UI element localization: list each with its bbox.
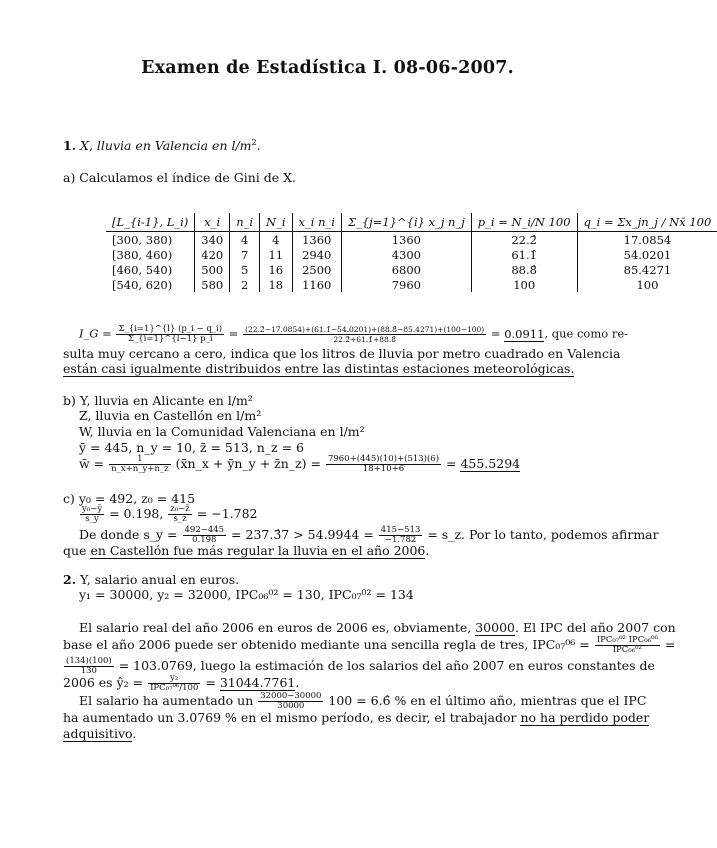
c-frac-y (80, 505, 104, 524)
table-cell: 4 (260, 232, 293, 248)
table-cell: 1360 (341, 232, 471, 248)
frac-den: 22.2̂+61.1̂+88.8̂ (333, 335, 396, 344)
q1-intro-text: X, lluvia en Valencia en l/m (80, 138, 252, 153)
b-line1: b) Y, lluvia en Alicante en l/m² (63, 393, 253, 408)
b-result: 455.5294 (460, 456, 521, 471)
table-cell: 2 (230, 277, 260, 292)
table-cell: 1160 (292, 277, 341, 292)
q2-p2-b: 100 = 6.6̂ % en el último año, mientras que el IPC (324, 693, 647, 708)
frac-num: (134)(100) (66, 656, 112, 666)
table-cell: 580 (195, 277, 230, 292)
q2-frac-growth (258, 692, 323, 711)
col-header-Ni: N_i (260, 213, 293, 232)
table-cell: 54.0201 (577, 247, 717, 262)
table-cell: 2940 (292, 247, 341, 262)
col-header-interval: [L_{i-1}, L_i) (106, 213, 195, 232)
q2-p1-line2-a: base el año 2006 puede ser obtenido mediante una sencilla regla de tres, IPC₀₇⁰⁶ = (63, 637, 594, 652)
gini-frac-general (116, 325, 224, 344)
gini-line3: están casi igualmente distribuidos entre las distintas estaciones meteorológicas. (63, 361, 575, 376)
b-line2: Z, lluvia en Castellón en l/m² (79, 408, 262, 423)
c-line2 (79, 505, 599, 524)
table-cell: 100 (471, 277, 577, 292)
table-row (106, 232, 717, 248)
b-lhs: w̄ = (79, 456, 105, 471)
c-line3-b: = 237.3̂7 > 54.9944 = (227, 527, 378, 542)
frac-den: IPC₀₇⁰⁶/100 (150, 683, 199, 693)
q2-p1-line3-text: = 103.0769, luego la estimación de los salarios del año 2007 en euros constantes de (114, 658, 655, 673)
frac-den: s_y (85, 514, 99, 524)
q1-intro (63, 138, 583, 153)
frac-den: 18+10+6 (362, 464, 405, 474)
col-header-qi: q_i = Σx_jn_j / Nx̄ 100 (577, 213, 717, 232)
frac-den: 0.198 (192, 535, 217, 545)
frac-num: IPC₀₇⁰² IPC₀₆⁰⁶ (596, 635, 658, 645)
table-cell: 500 (195, 262, 230, 277)
q2-p2-line3-b: . (132, 726, 137, 741)
frac-den: 130 (80, 666, 97, 676)
q2-p2-line2 (63, 710, 650, 725)
b-line5 (79, 455, 599, 474)
c-line2-b: = −1.782 (192, 506, 258, 521)
frac-den: 30000 (277, 701, 305, 711)
c-frac-z (168, 505, 192, 524)
frac-den: Σ_{i=1}^{l−1} p_i (127, 334, 213, 344)
table-row (106, 262, 717, 277)
table-cell: [540, 620) (112, 277, 173, 292)
table-cell: 5 (230, 262, 260, 277)
table-row (106, 247, 717, 262)
frac-num: y₀−ȳ (82, 504, 103, 514)
table-cell: 420 (195, 247, 230, 262)
q1-a-text: a) Calculamos el índice de Gini de X. (63, 170, 296, 185)
table-cell: 61.1̂ (471, 247, 577, 262)
gini-lhs: I_G = (79, 326, 112, 341)
table-cell: 1360 (292, 232, 341, 248)
b-mid: (x̄n_x + ȳn_y + z̄n_z) = (175, 456, 321, 471)
frac-num: z₀−z̄ (170, 504, 190, 514)
frac-den: −1.782 (384, 535, 417, 545)
q2-p1-line4 (63, 674, 583, 693)
col-header-ni: n_i (230, 213, 260, 232)
q2-p1-line4-b: = (201, 675, 220, 690)
q1-number: 1. (63, 138, 77, 153)
table-cell: 18 (260, 277, 293, 292)
table-cell: 11 (260, 247, 293, 262)
frac-num: 492−445 (184, 525, 225, 535)
c-line4 (63, 543, 583, 558)
gini-formula-line: I_G = $\frac{\Sigma\_\{i=1\}\^{}\{l\} (p\_i - q\_i)}{\Sigma\_\{i=1\}\^{}\{l-1\} p\_i}$ = $\frac{(22.2̂-17.0854)+(61.1̂-54.0201)+(88.8̂-85.4271)+(100-100)}{22.2̂+61.1̂+88.8̂}$ = 0.0911, que como re- (79, 324, 629, 344)
gini-tail: , que como re- (544, 326, 629, 341)
q2-estimated-salary: 31044.7761 (219, 675, 296, 690)
col-header-cumsum: Σ_{j=1}^{i} x_j n_j (341, 213, 471, 232)
table-cell: 16 (260, 262, 293, 277)
table-header-row (106, 213, 717, 232)
table-cell: 6800 (341, 262, 471, 277)
col-header-xi: x_i (195, 213, 230, 232)
c-line2-a: = 0.198, (105, 506, 168, 521)
c-line4-conclusion: en Castellón fue más regular la lluvia en el año 2006 (90, 543, 426, 558)
q2-p1-line1 (79, 620, 676, 635)
c-line4-b: . (425, 543, 430, 558)
table-cell: 7960 (341, 277, 471, 292)
table-cell: [460, 540) (112, 262, 173, 277)
c-line4-a: que (63, 543, 91, 558)
q2-p1-line4-c: . (295, 675, 300, 690)
frac-num: 7960+(445)(10)+(513)(6) (327, 454, 440, 464)
table-cell: 4300 (341, 247, 471, 262)
frac-num: 1 (109, 455, 171, 465)
table-cell: [380, 460) (112, 247, 173, 262)
gini-table (106, 213, 717, 292)
q2-p1-line2 (63, 635, 676, 655)
c-line3-c: = s_z. Por lo tanto, podemos afirmar (423, 527, 659, 542)
gini-line3-wrap (63, 361, 583, 376)
gini-value: 0.0911 (504, 326, 545, 341)
b-frac-values (326, 455, 441, 474)
col-header-xini: x_i n_i (292, 213, 341, 232)
frac-den: IPC₀₆⁰² (612, 645, 642, 655)
b-frac-weights (109, 455, 171, 474)
q2-number: 2. (63, 572, 77, 587)
col-header-pi: p_i = N_i/N 100 (471, 213, 577, 232)
q1-intro-sup: 2 (251, 137, 257, 147)
q2-frac-y2 (148, 674, 200, 693)
frac-den: s_z (173, 514, 187, 524)
q2-conclusion-part2: adquisitivo (63, 726, 133, 741)
b-eq: = (442, 456, 461, 471)
table-cell: 22.2̂ (471, 232, 577, 248)
q2-conclusion-part1: no ha perdido poder (520, 710, 650, 725)
table-cell: 17.0854 (577, 232, 717, 248)
b-line4: ȳ = 445, n_y = 10, z̄ = 513, n_z = 6 (79, 440, 304, 455)
table-cell: 100 (577, 277, 717, 292)
q2-line2: y₁ = 30000, y₂ = 32000, IPC₀₆⁰² = 130, IPC₀₇⁰² = 134 (79, 587, 414, 602)
q2-p2-line3 (63, 726, 583, 741)
page-title: Examen de Estadística I. 08-06-2007. (141, 58, 514, 78)
c-line3-a: De donde s_y = (79, 527, 182, 542)
frac-num: Σ_{i=1}^{l} (p_i − q_i) (118, 324, 223, 334)
table-cell: 88.8̂ (471, 262, 577, 277)
table-cell: 85.4271 (577, 262, 717, 277)
q2-p1-line4-a: 2006 es ŷ₂ = (63, 675, 148, 690)
frac-num: (22.2̂−17.0854)+(61.1̂−54.0201)+(88.8̂−85.4271)+(100−100) (245, 325, 485, 334)
frac-num: y₂ (148, 674, 200, 684)
q2-p1-line2-b: = (660, 637, 676, 652)
gini-line2: sulta muy cercano a cero, indica que los litros de lluvia por metro cuadrado en Valencia (63, 346, 621, 361)
q2-frac-ipc (595, 636, 660, 655)
table-cell: 340 (195, 232, 230, 248)
c-line1: c) y₀ = 492, z₀ = 415 (63, 491, 196, 506)
q2-p2-line1 (79, 691, 647, 711)
q2-intro-text: Y, salario anual en euros. (80, 572, 240, 587)
q2-p1-real-salary: 30000 (475, 620, 515, 635)
frac-den: n_x+n_y+n_z (111, 464, 169, 474)
q2-p1-b: . El IPC del año 2007 con (515, 620, 676, 635)
table-cell: 7 (230, 247, 260, 262)
frac-num: 415−513 (380, 525, 421, 535)
q2-p2-a: El salario ha aumentado un (79, 693, 258, 708)
table-cell: 4 (230, 232, 260, 248)
q1-intro-end: . (256, 138, 261, 153)
q2-p2-line2-a: ha aumentado un 3.0769 % en el mismo período, es decir, el trabajador (63, 710, 521, 725)
b-line3: W, lluvia en la Comunidad Valenciana en l/m² (79, 424, 365, 439)
table-cell: 2500 (292, 262, 341, 277)
table-cell: [300, 380) (112, 232, 173, 247)
frac-num: 32000−30000 (260, 691, 322, 701)
q2-p1-a: El salario real del año 2006 en euros de 2006 es, obviamente, (79, 620, 476, 635)
gini-frac-values (243, 325, 486, 344)
table-row (106, 277, 717, 292)
q2-intro (63, 572, 583, 587)
